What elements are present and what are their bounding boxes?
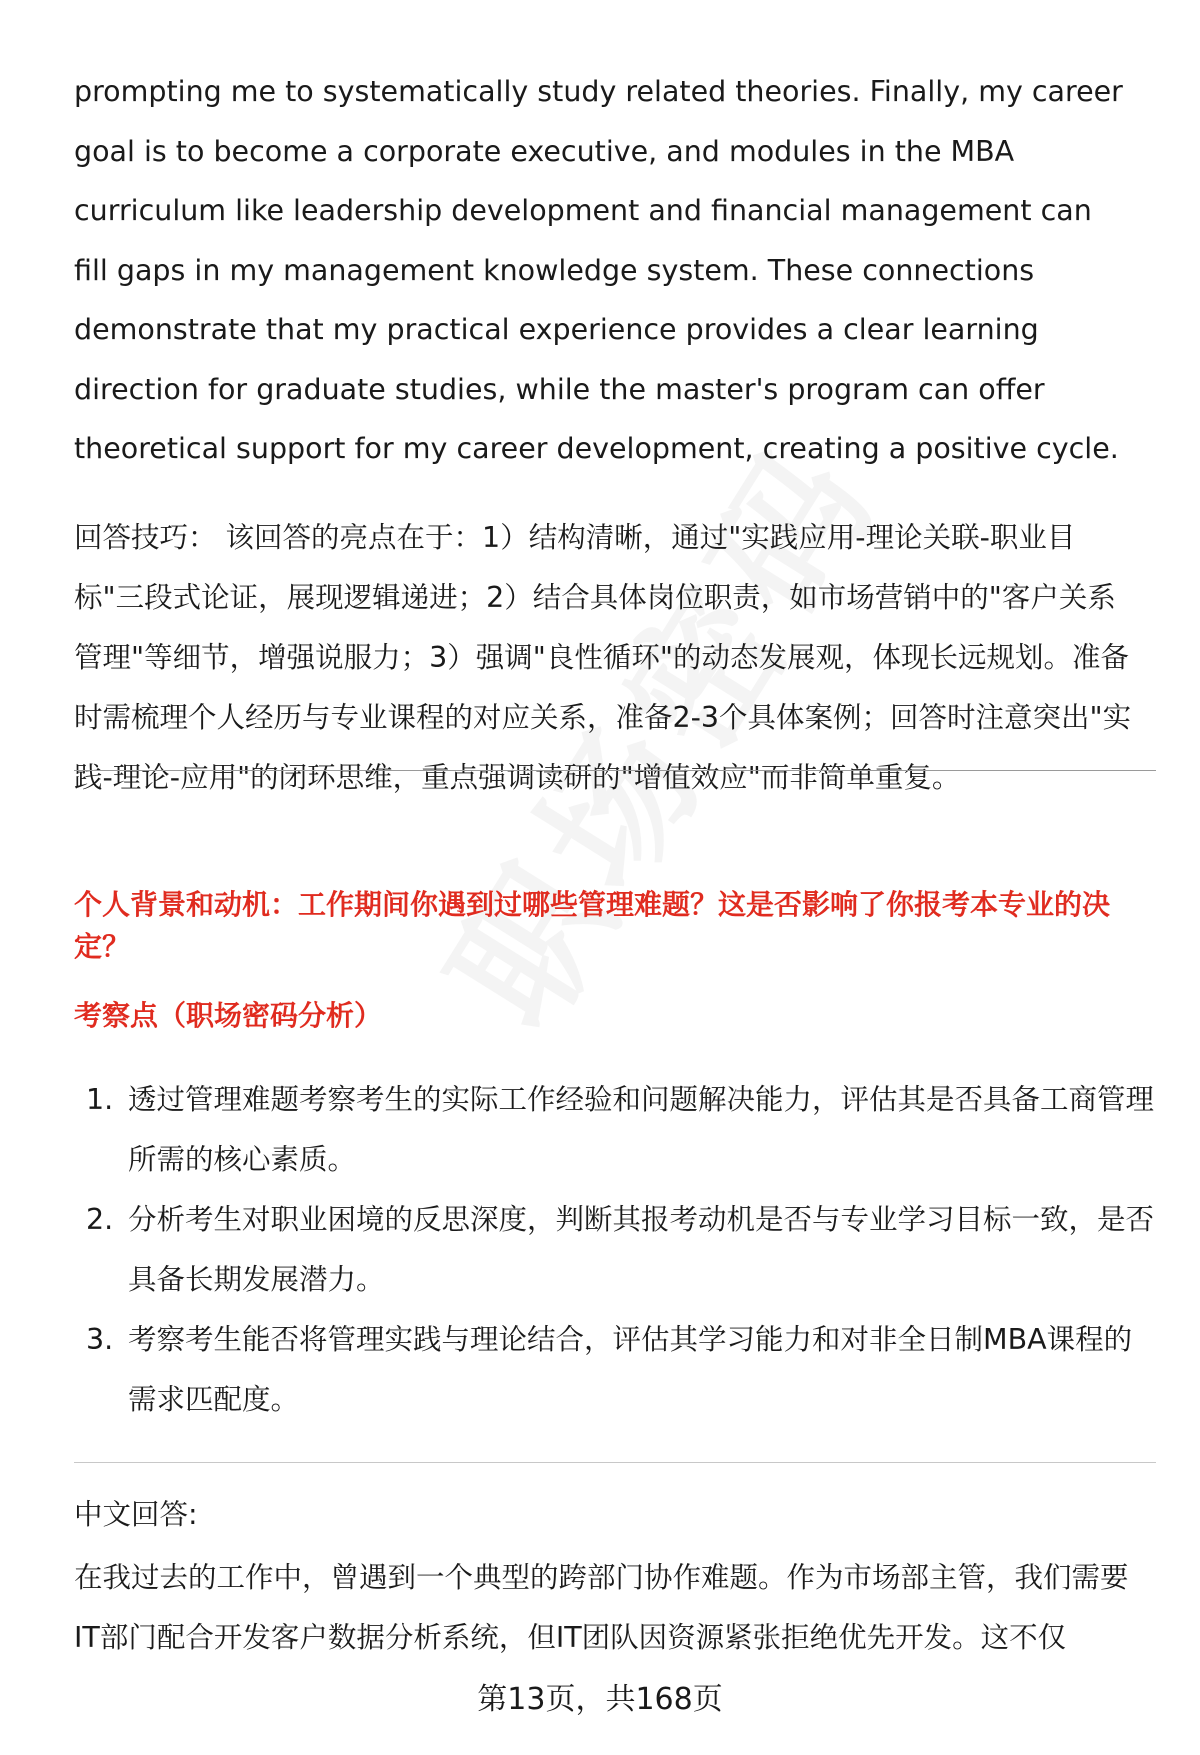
section-divider [74,770,1156,771]
english-answer-paragraph: prompting me to systematically study related theories. Finally, my career goal is to become a corporate executive, and modules in the MBA curriculum like leadership development and financial management can fill gaps in my management knowledge system. These connections demonstrate that my practical experience provides a clear learning direction for graduate studies, while the master's program can offer theoretical support for my career development, creating a positive cycle. [74,75,1123,465]
section-divider [74,1462,1156,1463]
list-item-text: 考察考生能否将管理实践与理论结合，评估其学习能力和对非全日制MBA课程的需求匹配度。 [128,1323,1133,1416]
list-item-text: 透过管理难题考察考生的实际工作经验和问题解决能力，评估其是否具备工商管理所需的核心素质。 [128,1083,1155,1176]
list-item [74,1070,1156,1190]
list-item-text: 分析考生对职业困境的反思深度，判断其报考动机是否与专业学习目标一致，是否具备长期发展潜力。 [128,1203,1155,1296]
list-item-number: 1. [86,1083,114,1116]
list-item-number: 2. [86,1203,114,1236]
list-item-number: 3. [86,1323,114,1356]
answer-tips-paragraph: 回答技巧： 该回答的亮点在于：1）结构清晰，通过"实践应用-理论关联-职业目标"三段式论证，展现逻辑递进；2）结合具体岗位职责，如市场营销中的"客户关系管理"等细节，增强说服力；3）强调"良性循环"的动态发展观，体现长远规划。准备时需梳理个人经历与专业课程的对应关系，准备2-3个具体案例；回答时注意突出"实践-理论-应用"的闭环思维，重点强调读研的"增值效应"而非简单重复。 [74,521,1132,794]
exam-points-list [74,1070,1156,1430]
chinese-answer-label: 中文回答: [74,1498,198,1531]
list-item [74,1310,1156,1430]
chinese-answer-body: 在我过去的工作中，曾遇到一个典型的跨部门协作难题。作为市场部主管，我们需要IT部门配合开发客户数据分析系统，但IT团队因资源紧张拒绝优先开发。这不仅 [74,1561,1129,1654]
list-item [74,1190,1156,1310]
exam-points-title: 考察点（职场密码分析） [74,999,383,1032]
page-number-footer: 第13页，共168页 [477,1682,723,1717]
question-heading: 个人背景和动机：工作期间你遇到过哪些管理难题？这是否影响了你报考本专业的决定？ [74,888,1111,963]
